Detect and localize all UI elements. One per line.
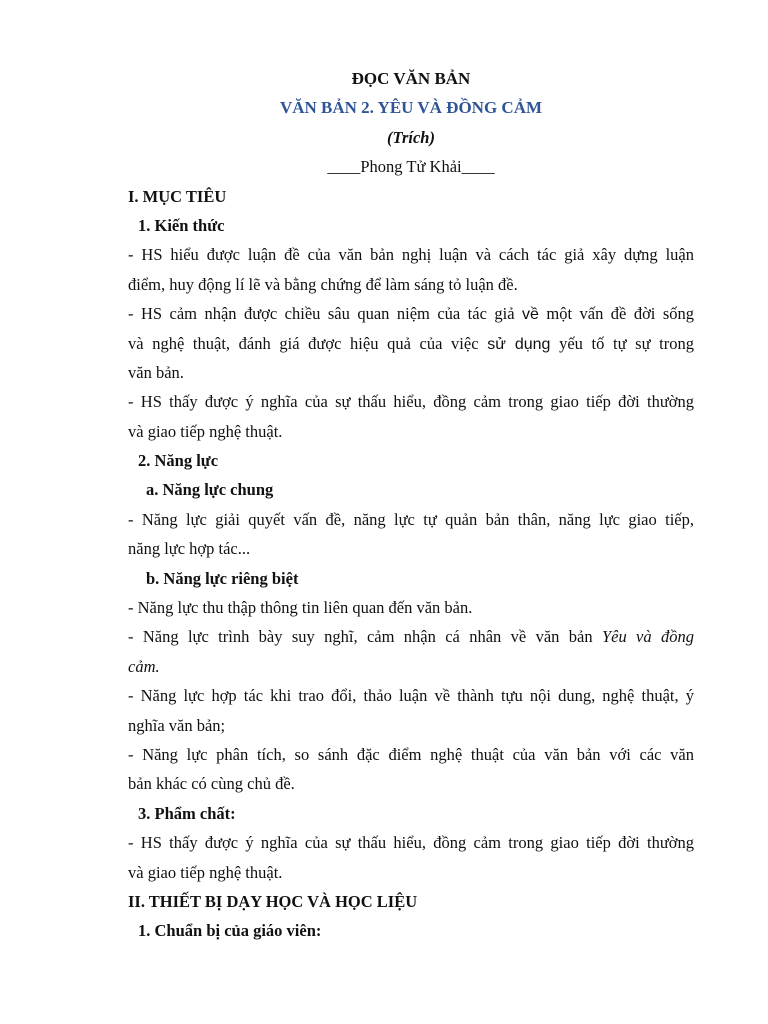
paragraph-line: - Năng lực giải quyết vấn đề, năng lực tự quản bản thân, năng lực giao tiếp, — [128, 509, 694, 529]
paragraph-line: năng lực hợp tác... — [128, 539, 251, 559]
paragraph-line: và giao tiếp nghệ thuật. — [128, 421, 283, 441]
subheading-specific-competence: b. Năng lực riêng biệt — [146, 568, 299, 588]
subheading-knowledge: 1. Kiến thức — [138, 215, 225, 235]
paragraph-line: - Năng lực thu thập thông tin liên quan đến văn bản. — [128, 598, 473, 618]
paragraph-line: bản khác có cùng chủ đề. — [128, 774, 295, 794]
subheading-general-competence: a. Năng lực chung — [146, 480, 274, 500]
excerpt-note: (Trích) — [387, 127, 435, 147]
subheading-teacher-prep: 1. Chuẩn bị của giáo viên: — [138, 921, 322, 941]
document-page — [128, 64, 694, 946]
paragraph-line: và giao tiếp nghệ thuật. — [128, 862, 283, 882]
paragraph-line — [128, 622, 694, 651]
paragraph-line: văn bản. — [128, 362, 184, 382]
paragraph-line: - Năng lực hợp tác khi trao đổi, thảo luận về thành tựu nội dung, nghệ thuật, ý — [128, 686, 694, 706]
paragraph-line — [128, 329, 694, 358]
paragraph-line: - HS hiểu được luận đề của văn bản nghị luận và cách tác giả xây dựng luận — [128, 245, 694, 265]
text-run: - Năng lực trình bày suy nghĩ, cảm nhận cá nhân về văn bản — [128, 627, 602, 647]
text-run: về — [522, 306, 539, 324]
text-run: và nghệ thuật, đánh giá được hiệu quả của việc — [128, 333, 488, 353]
section-heading-equipment: II. THIẾT BỊ DẠY HỌC VÀ HỌC LIỆU — [128, 891, 418, 911]
doc-subtitle: VĂN BẢN 2. YÊU VÀ ĐỒNG CẢM — [279, 98, 543, 118]
text-run: yếu tố tự sự trong — [550, 333, 694, 353]
paragraph-line: cảm. — [128, 656, 160, 676]
doc-title: ĐỌC VĂN BẢN — [351, 69, 471, 88]
text-run: sử dụng — [487, 335, 551, 353]
paragraph-line: - Năng lực phân tích, so sánh đặc điểm nghệ thuật của văn bản với các văn — [128, 744, 694, 764]
author-line: ____Phong Tử Khải____ — [327, 157, 495, 177]
paragraph-line: điểm, huy động lí lẽ và bằng chứng để làm sáng tỏ luận đề. — [128, 274, 518, 294]
text-run: Yêu và đồng — [601, 627, 694, 647]
text-run: một vấn đề đời sống — [538, 304, 695, 324]
subheading-qualities: 3. Phẩm chất: — [138, 803, 236, 823]
section-heading-objectives: I. MỤC TIÊU — [128, 186, 227, 206]
paragraph-line: nghĩa văn bản; — [128, 715, 226, 735]
text-run: - HS cảm nhận được chiều sâu quan niệm của tác giả — [128, 304, 522, 324]
paragraph-line: - HS thấy được ý nghĩa của sự thấu hiểu, đồng cảm trong giao tiếp đời thường — [128, 833, 694, 853]
subheading-competence: 2. Năng lực — [138, 451, 219, 471]
paragraph-line — [128, 299, 694, 328]
paragraph-line: - HS thấy được ý nghĩa của sự thấu hiểu, đồng cảm trong giao tiếp đời thường — [128, 392, 694, 412]
